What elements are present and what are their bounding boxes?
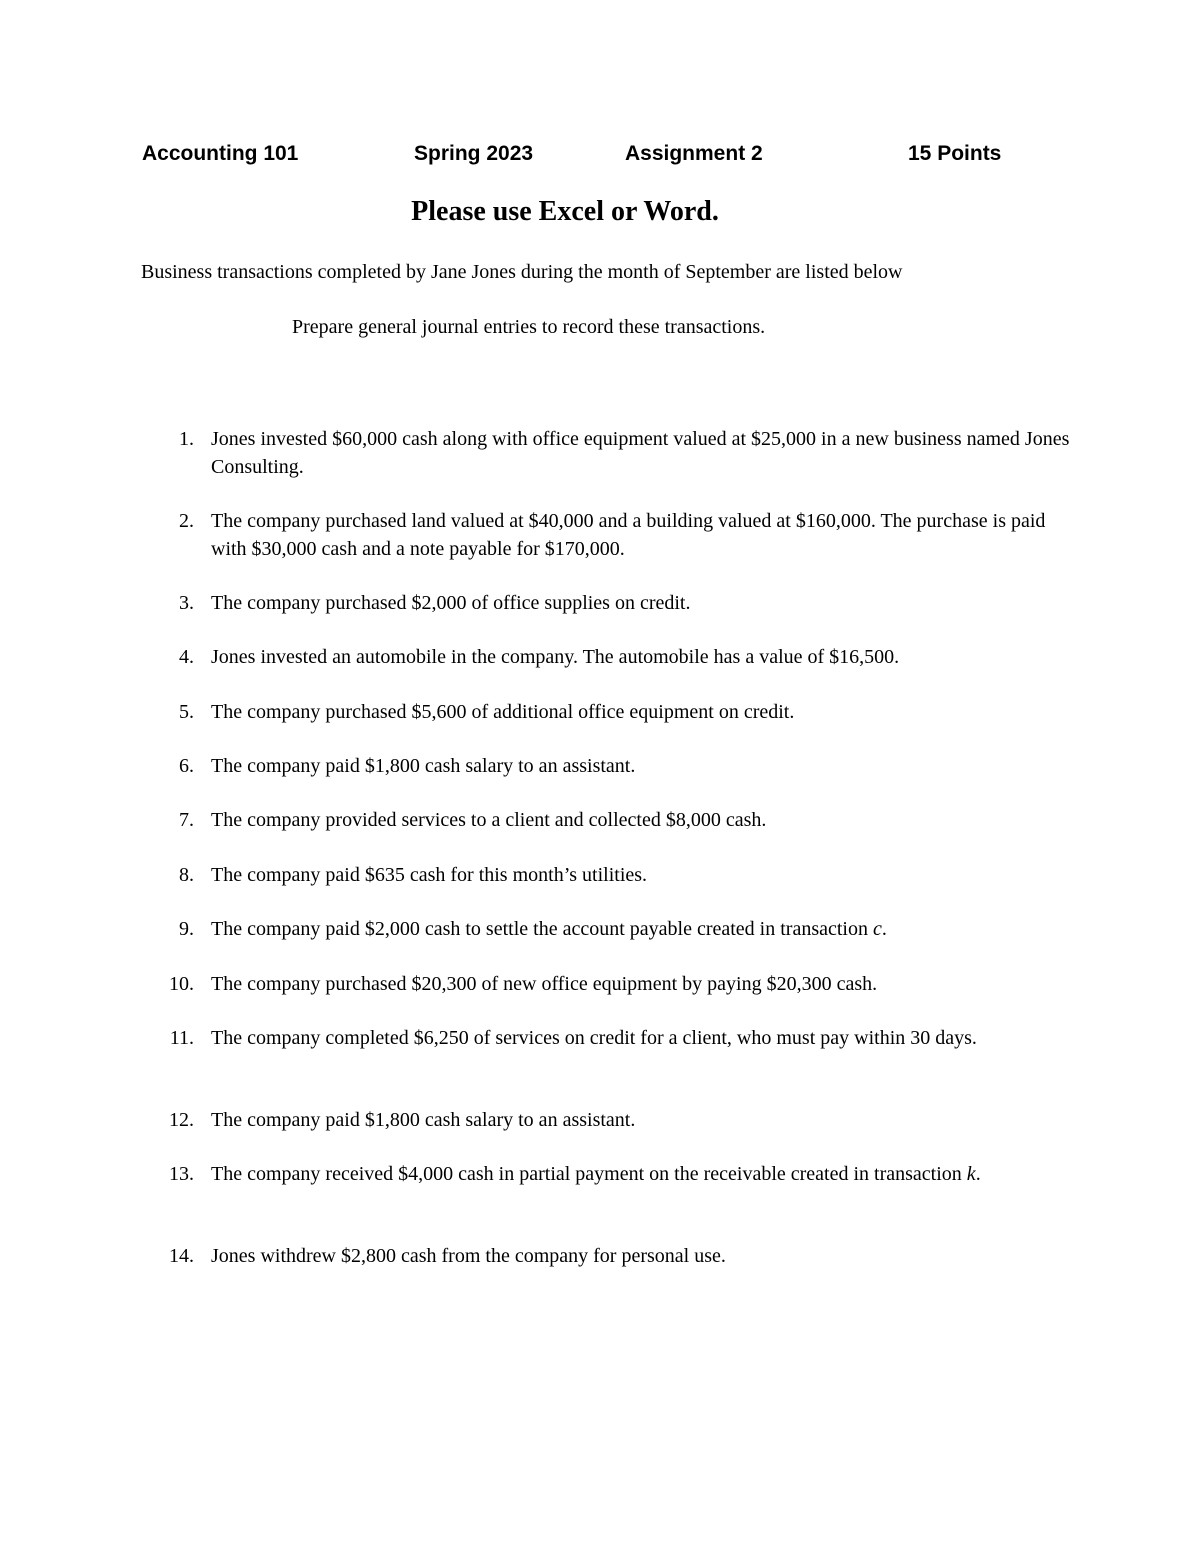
transaction-description: The company paid $2,000 cash to settle the account payable created in transaction bbox=[211, 918, 873, 940]
list-item-number: 9. bbox=[179, 918, 194, 940]
list-item-number: 4. bbox=[179, 646, 194, 668]
transaction-reference: c bbox=[872, 918, 882, 940]
list-item-text bbox=[211, 1024, 1071, 1052]
list-item-text bbox=[211, 698, 1071, 726]
transaction-description: The company paid $1,800 cash salary to an assistant. bbox=[211, 755, 636, 777]
format-instruction: Please use Excel or Word. bbox=[411, 196, 719, 227]
assignment-number: Assignment 2 bbox=[625, 142, 763, 165]
transaction-description: The company paid $635 cash for this month’s utilities. bbox=[211, 864, 648, 886]
task-text: Prepare general journal entries to record these transactions. bbox=[292, 316, 766, 338]
list-item-text bbox=[211, 915, 1071, 943]
transaction-description: The company provided services to a client and collected $8,000 cash. bbox=[211, 809, 767, 831]
list-item-text bbox=[211, 970, 1071, 998]
list-item-number: 13. bbox=[169, 1163, 194, 1185]
list-item-number: 14. bbox=[169, 1245, 194, 1267]
list-item-text bbox=[211, 425, 1071, 481]
list-item-number: 6. bbox=[179, 755, 194, 777]
transaction-description: The company completed $6,250 of services on credit for a client, who must pay within 30 days. bbox=[211, 1027, 977, 1049]
transaction-description: The company purchased $20,300 of new office equipment by paying $20,300 cash. bbox=[211, 973, 878, 995]
list-item-number: 3. bbox=[179, 592, 194, 614]
transaction-description: The company received $4,000 cash in partial payment on the receivable created in transaction bbox=[211, 1163, 967, 1185]
list-item-number: 8. bbox=[179, 864, 194, 886]
course-name: Accounting 101 bbox=[142, 142, 299, 165]
transaction-reference: k bbox=[966, 1163, 976, 1185]
list-item-text bbox=[211, 861, 1071, 889]
transaction-tail: . bbox=[975, 1163, 981, 1185]
transaction-tail: . bbox=[881, 918, 887, 940]
list-item-number: 10. bbox=[169, 973, 194, 995]
assignment-header bbox=[0, 142, 1200, 172]
transaction-description: Jones invested $60,000 cash along with office equipment valued at $25,000 in a new business named Jones Consulting. bbox=[211, 428, 1070, 478]
points-value: 15 Points bbox=[908, 142, 1002, 165]
list-item-text bbox=[211, 589, 1071, 617]
list-item-text bbox=[211, 1242, 1071, 1270]
list-item-text bbox=[211, 806, 1071, 834]
transaction-description: The company paid $1,800 cash salary to an assistant. bbox=[211, 1109, 636, 1131]
list-item-number: 1. bbox=[179, 428, 194, 450]
list-item-number: 12. bbox=[169, 1109, 194, 1131]
list-item-text bbox=[211, 507, 1071, 563]
term: Spring 2023 bbox=[414, 142, 534, 165]
transaction-description: Jones withdrew $2,800 cash from the company for personal use. bbox=[211, 1245, 726, 1267]
list-item-text bbox=[211, 1160, 1071, 1188]
list-item-number: 2. bbox=[179, 510, 194, 532]
list-item-number: 11. bbox=[169, 1027, 194, 1049]
list-item-text bbox=[211, 1106, 1071, 1134]
list-item-text bbox=[211, 752, 1071, 780]
list-item-number: 7. bbox=[179, 809, 194, 831]
transaction-description: The company purchased $5,600 of additional office equipment on credit. bbox=[211, 701, 795, 723]
transaction-description: The company purchased $2,000 of office supplies on credit. bbox=[211, 592, 691, 614]
transaction-description: The company purchased land valued at $40,000 and a building valued at $160,000. The purchase is paid with $30,000 cash and a note payable for $170,000. bbox=[211, 510, 1046, 560]
list-item-text bbox=[211, 643, 1071, 671]
intro-text: Business transactions completed by Jane Jones during the month of September are listed below bbox=[141, 261, 903, 283]
list-item-number: 5. bbox=[179, 701, 194, 723]
transaction-description: Jones invested an automobile in the company. The automobile has a value of $16,500. bbox=[211, 646, 900, 668]
